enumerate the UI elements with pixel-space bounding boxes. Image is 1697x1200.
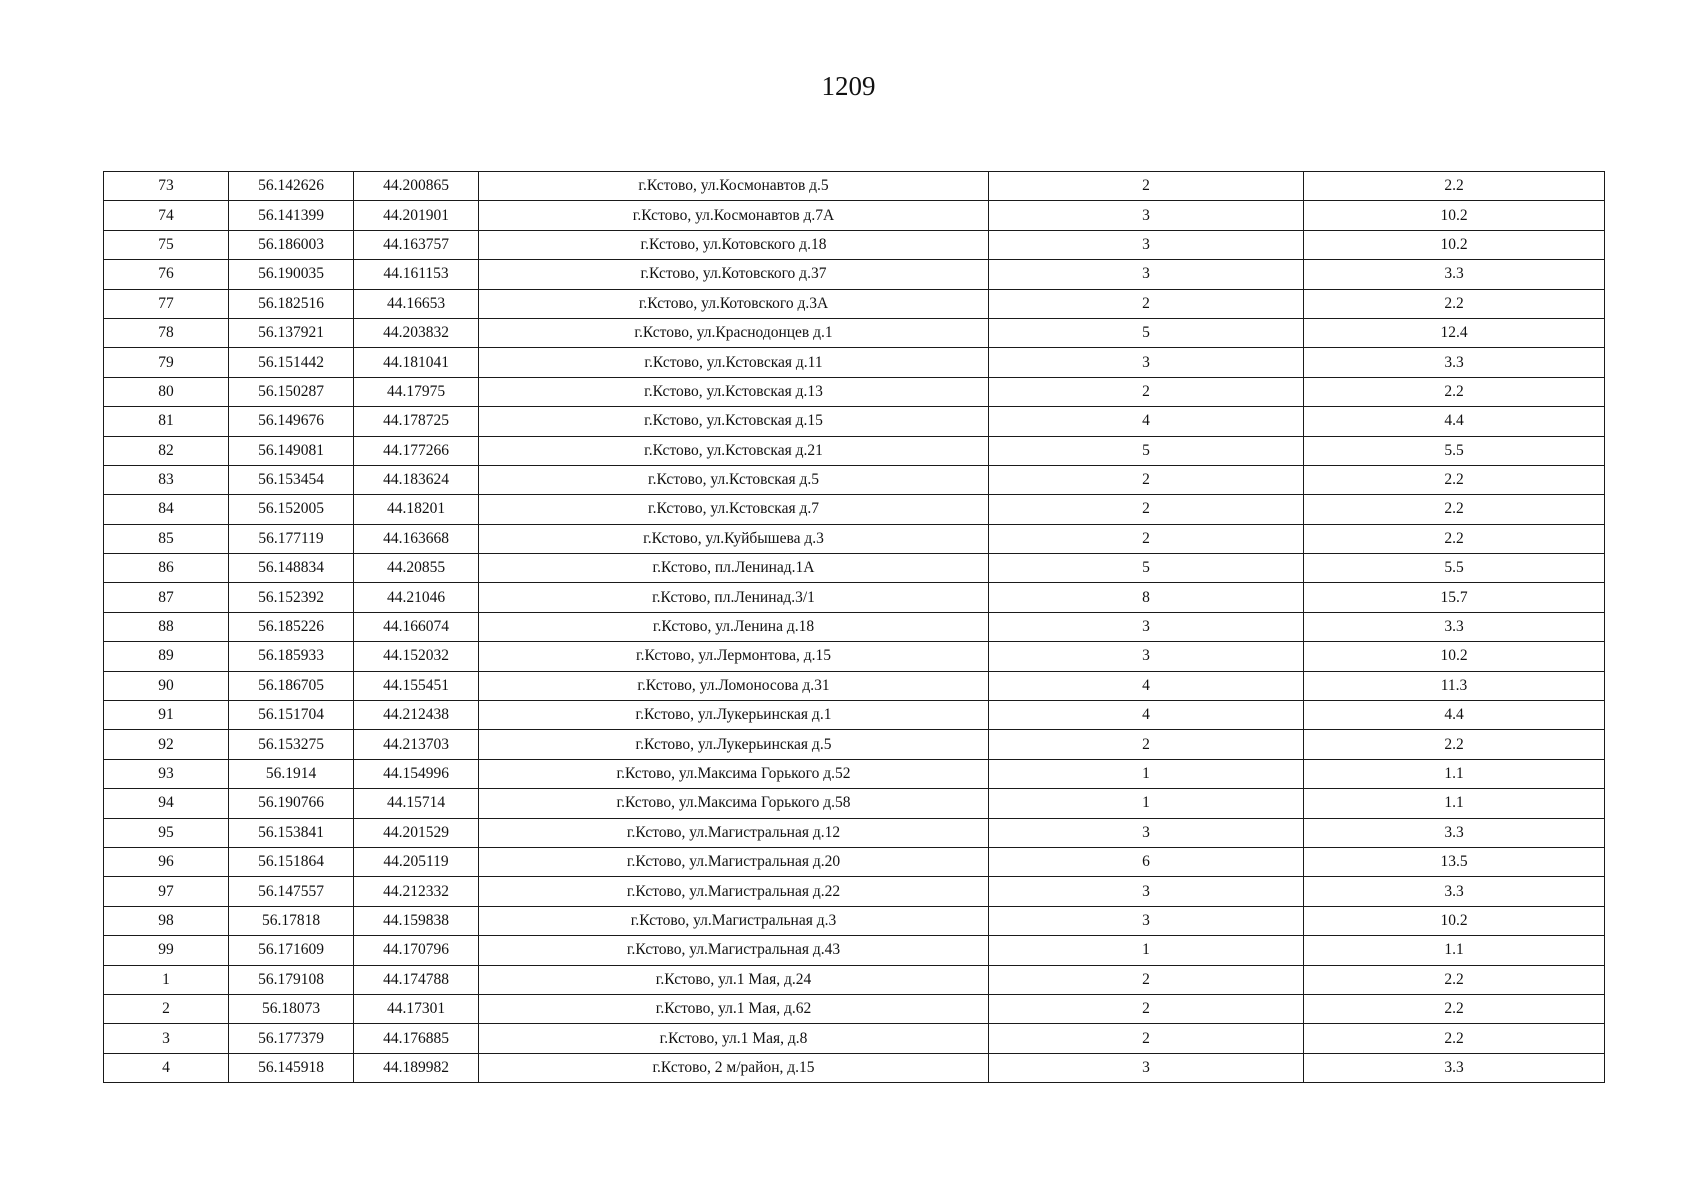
table-row [104,994,1605,1023]
cell-row-number: 79 [104,348,229,377]
cell-longitude: 44.177266 [354,436,479,465]
cell-row-number: 3 [104,1024,229,1053]
cell-address: г.Кстово, пл.Ленинад.3/1 [479,583,989,612]
cell-row-number: 97 [104,877,229,906]
cell-latitude: 56.177119 [229,524,354,553]
cell-row-number: 94 [104,789,229,818]
table-row [104,759,1605,788]
cell-longitude: 44.16653 [354,289,479,318]
data-table [103,171,1605,1083]
cell-value: 15.7 [1304,583,1605,612]
cell-value: 2.2 [1304,730,1605,759]
cell-count: 3 [989,877,1304,906]
table-row [104,289,1605,318]
table-row [104,612,1605,641]
cell-value: 5.5 [1304,554,1605,583]
table-row [104,789,1605,818]
cell-latitude: 56.179108 [229,965,354,994]
cell-row-number: 77 [104,289,229,318]
cell-latitude: 56.190035 [229,260,354,289]
table-row [104,936,1605,965]
cell-row-number: 76 [104,260,229,289]
cell-longitude: 44.163757 [354,230,479,259]
table-row [104,377,1605,406]
table-row [104,671,1605,700]
cell-count: 4 [989,407,1304,436]
cell-latitude: 56.150287 [229,377,354,406]
cell-latitude: 56.182516 [229,289,354,318]
cell-address: г.Кстово, пл.Ленинад.1А [479,554,989,583]
table-row [104,730,1605,759]
cell-count: 2 [989,465,1304,494]
cell-latitude: 56.171609 [229,936,354,965]
cell-value: 3.3 [1304,260,1605,289]
cell-row-number: 1 [104,965,229,994]
cell-row-number: 92 [104,730,229,759]
cell-value: 11.3 [1304,671,1605,700]
table-body [104,172,1605,1083]
cell-value: 3.3 [1304,1053,1605,1082]
cell-count: 1 [989,936,1304,965]
table-row [104,554,1605,583]
table-row [104,348,1605,377]
table-row [104,260,1605,289]
cell-count: 2 [989,965,1304,994]
cell-row-number: 93 [104,759,229,788]
table-row [104,230,1605,259]
cell-value: 2.2 [1304,172,1605,201]
cell-latitude: 56.149081 [229,436,354,465]
cell-row-number: 86 [104,554,229,583]
table-row [104,465,1605,494]
cell-count: 2 [989,1024,1304,1053]
cell-latitude: 56.149676 [229,407,354,436]
cell-value: 1.1 [1304,789,1605,818]
cell-count: 3 [989,348,1304,377]
cell-longitude: 44.170796 [354,936,479,965]
cell-row-number: 84 [104,495,229,524]
cell-address: г.Кстово, ул.Краснодонцев д.1 [479,318,989,347]
cell-row-number: 2 [104,994,229,1023]
cell-longitude: 44.166074 [354,612,479,641]
cell-longitude: 44.155451 [354,671,479,700]
cell-latitude: 56.153454 [229,465,354,494]
cell-address: г.Кстово, ул.Магистральная д.43 [479,936,989,965]
cell-longitude: 44.20855 [354,554,479,583]
cell-address: г.Кстово, ул.Космонавтов д.7А [479,201,989,230]
table-row [104,318,1605,347]
cell-address: г.Кстово, ул.Максима Горького д.58 [479,789,989,818]
cell-latitude: 56.142626 [229,172,354,201]
cell-value: 4.4 [1304,701,1605,730]
cell-latitude: 56.153841 [229,818,354,847]
cell-longitude: 44.176885 [354,1024,479,1053]
cell-count: 5 [989,436,1304,465]
cell-row-number: 99 [104,936,229,965]
cell-latitude: 56.186003 [229,230,354,259]
cell-address: г.Кстово, ул.Кстовская д.11 [479,348,989,377]
cell-value: 3.3 [1304,612,1605,641]
cell-value: 2.2 [1304,1024,1605,1053]
cell-row-number: 74 [104,201,229,230]
cell-address: г.Кстово, ул.1 Мая, д.62 [479,994,989,1023]
cell-count: 3 [989,818,1304,847]
table-row [104,583,1605,612]
cell-count: 2 [989,994,1304,1023]
cell-address: г.Кстово, ул.Космонавтов д.5 [479,172,989,201]
cell-latitude: 56.141399 [229,201,354,230]
cell-count: 2 [989,495,1304,524]
cell-address: г.Кстово, 2 м/район, д.15 [479,1053,989,1082]
cell-longitude: 44.205119 [354,847,479,876]
cell-value: 10.2 [1304,906,1605,935]
cell-count: 3 [989,201,1304,230]
cell-count: 3 [989,906,1304,935]
cell-latitude: 56.148834 [229,554,354,583]
cell-count: 3 [989,1053,1304,1082]
cell-row-number: 95 [104,818,229,847]
cell-value: 2.2 [1304,289,1605,318]
cell-latitude: 56.17818 [229,906,354,935]
cell-latitude: 56.1914 [229,759,354,788]
cell-latitude: 56.186705 [229,671,354,700]
cell-value: 2.2 [1304,524,1605,553]
cell-value: 13.5 [1304,847,1605,876]
cell-longitude: 44.17975 [354,377,479,406]
cell-value: 12.4 [1304,318,1605,347]
cell-count: 1 [989,789,1304,818]
table-row [104,436,1605,465]
cell-address: г.Кстово, ул.Ломоносова д.31 [479,671,989,700]
cell-value: 1.1 [1304,936,1605,965]
cell-address: г.Кстово, ул.Котовского д.18 [479,230,989,259]
cell-value: 3.3 [1304,348,1605,377]
cell-count: 3 [989,230,1304,259]
cell-count: 2 [989,524,1304,553]
table-row [104,1024,1605,1053]
cell-address: г.Кстово, ул.Кстовская д.5 [479,465,989,494]
cell-row-number: 4 [104,1053,229,1082]
cell-longitude: 44.15714 [354,789,479,818]
cell-address: г.Кстово, ул.Кстовская д.13 [479,377,989,406]
cell-row-number: 89 [104,642,229,671]
cell-latitude: 56.152005 [229,495,354,524]
table-row [104,877,1605,906]
cell-latitude: 56.145918 [229,1053,354,1082]
cell-longitude: 44.161153 [354,260,479,289]
cell-address: г.Кстово, ул.Котовского д.3А [479,289,989,318]
cell-count: 8 [989,583,1304,612]
cell-longitude: 44.201901 [354,201,479,230]
cell-row-number: 98 [104,906,229,935]
cell-row-number: 83 [104,465,229,494]
table-row [104,1053,1605,1082]
table-row [104,495,1605,524]
cell-address: г.Кстово, ул.Ленина д.18 [479,612,989,641]
cell-longitude: 44.201529 [354,818,479,847]
table-row [104,818,1605,847]
cell-address: г.Кстово, ул.Кстовская д.7 [479,495,989,524]
cell-latitude: 56.151704 [229,701,354,730]
cell-address: г.Кстово, ул.Магистральная д.22 [479,877,989,906]
table-row [104,642,1605,671]
cell-longitude: 44.18201 [354,495,479,524]
cell-row-number: 75 [104,230,229,259]
cell-address: г.Кстово, ул.Кстовская д.21 [479,436,989,465]
table-row [104,906,1605,935]
cell-longitude: 44.178725 [354,407,479,436]
cell-count: 1 [989,759,1304,788]
cell-latitude: 56.185933 [229,642,354,671]
table-row [104,201,1605,230]
cell-longitude: 44.174788 [354,965,479,994]
cell-row-number: 91 [104,701,229,730]
cell-address: г.Кстово, ул.Магистральная д.12 [479,818,989,847]
cell-latitude: 56.153275 [229,730,354,759]
cell-latitude: 56.177379 [229,1024,354,1053]
cell-count: 3 [989,260,1304,289]
cell-count: 4 [989,671,1304,700]
cell-longitude: 44.183624 [354,465,479,494]
cell-latitude: 56.190766 [229,789,354,818]
cell-row-number: 90 [104,671,229,700]
cell-count: 3 [989,612,1304,641]
cell-longitude: 44.200865 [354,172,479,201]
cell-address: г.Кстово, ул.Лукерьинская д.5 [479,730,989,759]
cell-count: 5 [989,318,1304,347]
cell-latitude: 56.185226 [229,612,354,641]
cell-value: 2.2 [1304,377,1605,406]
cell-count: 2 [989,730,1304,759]
cell-row-number: 96 [104,847,229,876]
cell-value: 10.2 [1304,642,1605,671]
cell-value: 2.2 [1304,994,1605,1023]
cell-row-number: 85 [104,524,229,553]
cell-longitude: 44.21046 [354,583,479,612]
cell-count: 6 [989,847,1304,876]
cell-longitude: 44.203832 [354,318,479,347]
cell-address: г.Кстово, ул.Лукерьинская д.1 [479,701,989,730]
cell-value: 5.5 [1304,436,1605,465]
table-row [104,524,1605,553]
cell-longitude: 44.17301 [354,994,479,1023]
cell-longitude: 44.212332 [354,877,479,906]
cell-address: г.Кстово, ул.Магистральная д.20 [479,847,989,876]
table-row [104,701,1605,730]
cell-latitude: 56.151442 [229,348,354,377]
cell-longitude: 44.189982 [354,1053,479,1082]
cell-longitude: 44.159838 [354,906,479,935]
cell-count: 2 [989,377,1304,406]
cell-longitude: 44.154996 [354,759,479,788]
cell-address: г.Кстово, ул.1 Мая, д.8 [479,1024,989,1053]
cell-count: 2 [989,172,1304,201]
cell-count: 2 [989,289,1304,318]
cell-value: 3.3 [1304,877,1605,906]
table-row [104,172,1605,201]
cell-address: г.Кстово, ул.Максима Горького д.52 [479,759,989,788]
cell-value: 2.2 [1304,465,1605,494]
cell-latitude: 56.151864 [229,847,354,876]
cell-row-number: 87 [104,583,229,612]
cell-address: г.Кстово, ул.Лермонтова, д.15 [479,642,989,671]
cell-row-number: 82 [104,436,229,465]
cell-longitude: 44.213703 [354,730,479,759]
cell-row-number: 88 [104,612,229,641]
cell-address: г.Кстово, ул.Магистральная д.3 [479,906,989,935]
cell-latitude: 56.147557 [229,877,354,906]
cell-latitude: 56.18073 [229,994,354,1023]
cell-row-number: 81 [104,407,229,436]
cell-value: 2.2 [1304,495,1605,524]
cell-value: 10.2 [1304,230,1605,259]
cell-latitude: 56.152392 [229,583,354,612]
table-row [104,965,1605,994]
cell-row-number: 78 [104,318,229,347]
cell-value: 4.4 [1304,407,1605,436]
cell-count: 5 [989,554,1304,583]
cell-count: 4 [989,701,1304,730]
cell-count: 3 [989,642,1304,671]
cell-value: 3.3 [1304,818,1605,847]
cell-address: г.Кстово, ул.Котовского д.37 [479,260,989,289]
cell-latitude: 56.137921 [229,318,354,347]
cell-value: 2.2 [1304,965,1605,994]
cell-longitude: 44.181041 [354,348,479,377]
table-row [104,407,1605,436]
cell-value: 10.2 [1304,201,1605,230]
page-number: 1209 [821,71,876,101]
cell-address: г.Кстово, ул.Куйбышева д.3 [479,524,989,553]
cell-address: г.Кстово, ул.1 Мая, д.24 [479,965,989,994]
cell-longitude: 44.212438 [354,701,479,730]
cell-longitude: 44.152032 [354,642,479,671]
cell-address: г.Кстово, ул.Кстовская д.15 [479,407,989,436]
cell-row-number: 73 [104,172,229,201]
table-row [104,847,1605,876]
cell-longitude: 44.163668 [354,524,479,553]
cell-value: 1.1 [1304,759,1605,788]
cell-row-number: 80 [104,377,229,406]
